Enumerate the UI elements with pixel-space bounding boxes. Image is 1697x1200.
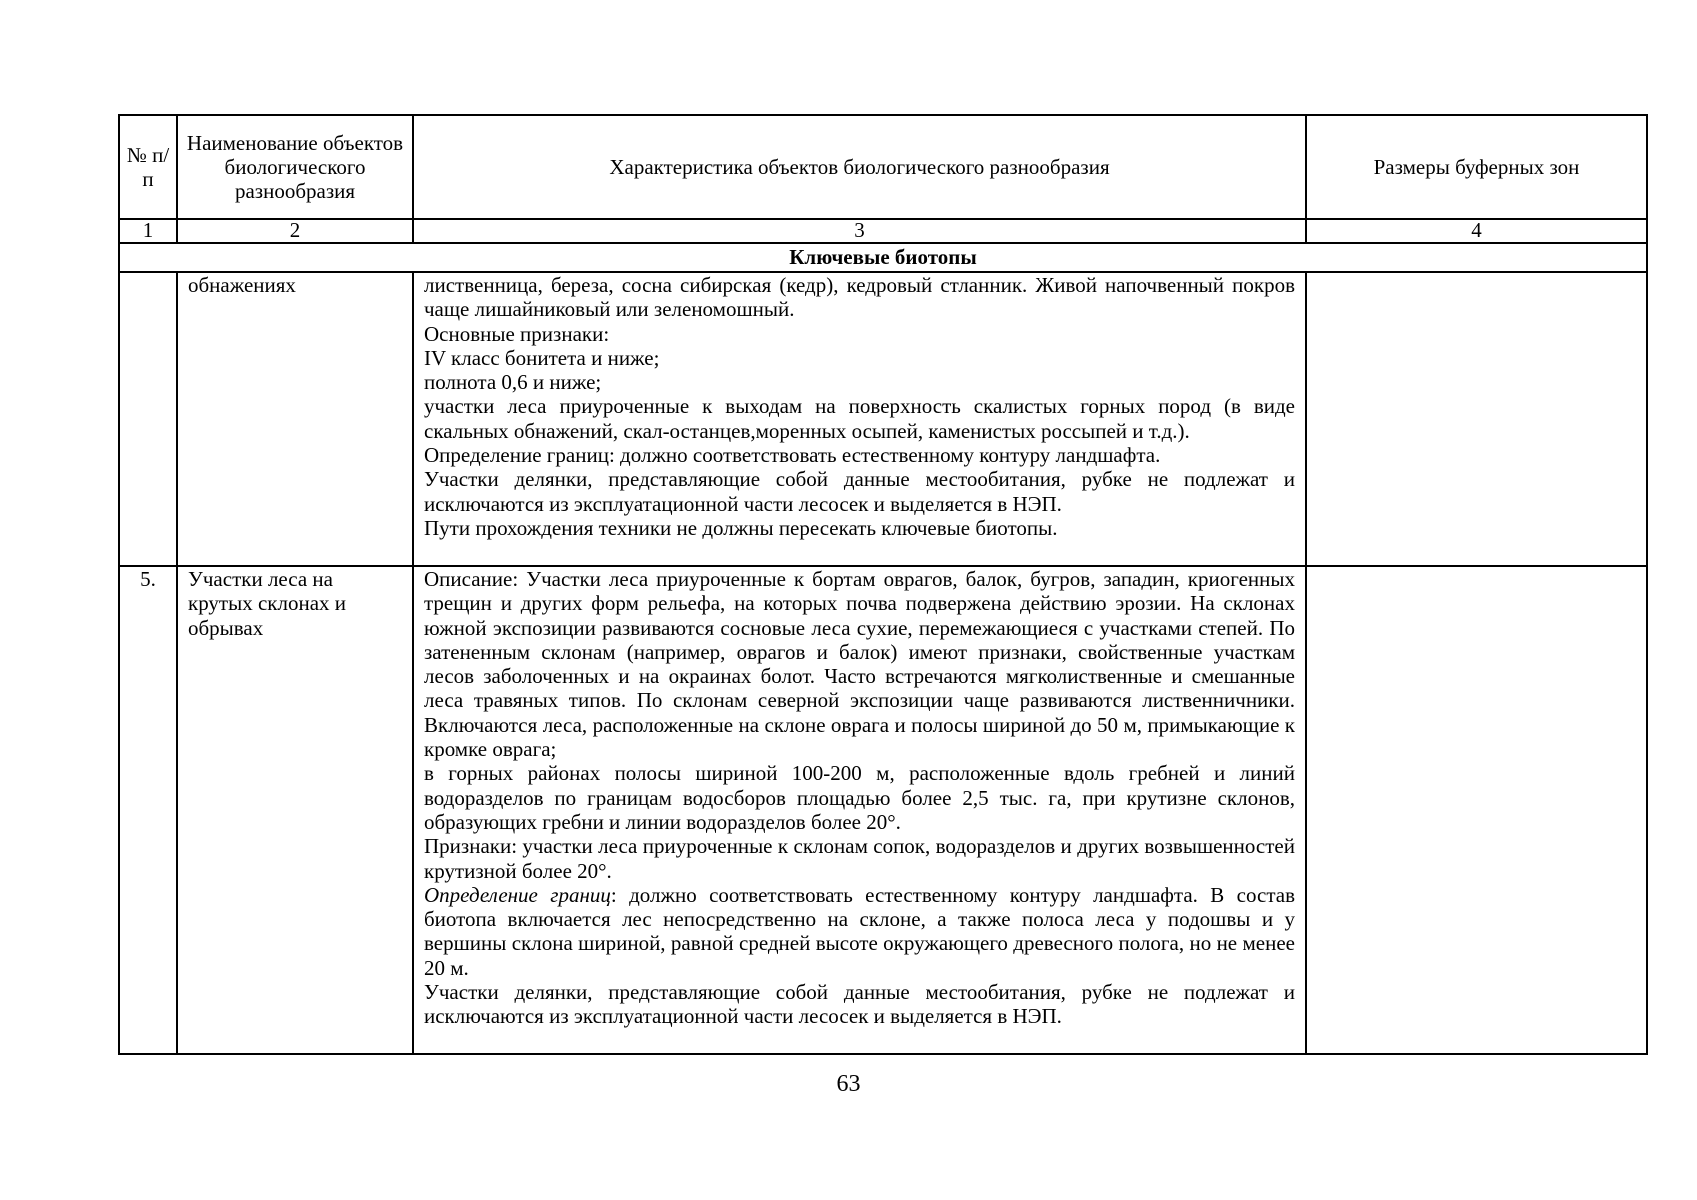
page-number: 63 bbox=[836, 1071, 861, 1097]
description-paragraph: участки леса приуроченные к выходам на поверхность скалистых горных пород (в виде скальных обнажений, скал-останцев,моренных осыпей, каменистых россыпей и т.д.). bbox=[424, 394, 1295, 443]
header-name: Наименование объектов биологического разнообразия bbox=[177, 115, 413, 219]
section-row bbox=[119, 243, 1647, 272]
table-header-row bbox=[119, 115, 1647, 219]
header-num: № п/п bbox=[119, 115, 177, 219]
row-object-name: Участки леса на крутых склонах и обрывах bbox=[177, 566, 413, 1054]
row-number bbox=[119, 272, 177, 566]
description-paragraph: Описание: Участки леса приуроченные к бортам оврагов, балок, бугров, западин, криогенных трещин и других форм рельефа, на которых почва подвержена действию эрозии. На склонах южной экспозиции развиваются сосновые леса сухие, перемежающиеся с участками степей. По затененным склонам (например, оврагов и балок) имеют признаки, свойственные участкам лесов заболоченных и на окраинах болот. Часто встречаются мягколиственные и смешанные леса травяных типов. По склонам северной экспозиции чаще развиваются лиственничники. Включаются леса, расположенные на склоне оврага и полосы шириной до 50 м, примыкающие к кромке оврага; bbox=[424, 567, 1295, 762]
row-number: 5. bbox=[119, 566, 177, 1054]
description-paragraph: Определение границ: должно соответствовать естественному контуру ландшафта. bbox=[424, 443, 1161, 468]
biodiversity-table bbox=[118, 114, 1648, 1055]
description-paragraph: Участки делянки, представляющие собой данные местообитания, рубке не подлежат и исключаются из эксплуатационной части лесосек и выделяется в НЭП. bbox=[424, 980, 1295, 1029]
column-number: 2 bbox=[177, 219, 413, 243]
row-buffer-size bbox=[1306, 566, 1647, 1054]
section-title: Ключевые биотопы bbox=[119, 243, 1647, 272]
column-number-row bbox=[119, 219, 1647, 243]
row-buffer-size bbox=[1306, 272, 1647, 566]
description-paragraph: Участки делянки, представляющие собой данные местообитания, рубке не подлежат и исключаются из эксплуатационной части лесосек и выделяется в НЭП. bbox=[424, 467, 1295, 516]
description-paragraph: IV класс бонитета и ниже; bbox=[424, 345, 660, 370]
column-number: 3 bbox=[413, 219, 1306, 243]
header-characteristics: Характеристика объектов биологического разнообразия bbox=[413, 115, 1306, 219]
description-paragraph: Основные признаки: bbox=[424, 321, 610, 346]
table-row bbox=[119, 566, 1647, 1054]
description-paragraph: Признаки: участки леса приуроченные к склонам сопок, водоразделов и других возвышенностей крутизной более 20°. bbox=[424, 834, 1295, 883]
description-paragraph: лиственница, береза, сосна сибирская (кедр), кедровый стланник. Живой напочвенный покров чаще лишайниковый или зеленомошный. bbox=[424, 273, 1295, 322]
description-paragraph: Пути прохождения техники не должны пересекать ключевые биотопы. bbox=[424, 515, 1058, 540]
boundary-text: : должно соответствовать естественному контуру ландшафта. В состав биотопа включается лес непосредственно на склоне, а также полоса леса у подошвы и у вершины склона шириной, равной средней высоте окружающего древесного полога, но не менее 20 м. bbox=[424, 882, 1295, 980]
row-object-name: обнажениях bbox=[177, 272, 413, 566]
boundary-label: Определение границ bbox=[424, 882, 611, 907]
description-paragraph: в горных районах полосы шириной 100-200 м, расположенные вдоль гребней и линий водоразделов по границам водосборов площадью более 2,5 тыс. га, при крутизне склонов, образующих гребни и линии водоразделов более 20°. bbox=[424, 761, 1295, 834]
header-buffer: Размеры буферных зон bbox=[1306, 115, 1647, 219]
table-row bbox=[119, 272, 1647, 566]
row-characteristics bbox=[413, 566, 1306, 1054]
column-number: 4 bbox=[1306, 219, 1647, 243]
description-paragraph: полнота 0,6 и ниже; bbox=[424, 370, 602, 395]
row-characteristics bbox=[413, 272, 1306, 566]
column-number: 1 bbox=[119, 219, 177, 243]
boundary-paragraph bbox=[424, 883, 1295, 980]
